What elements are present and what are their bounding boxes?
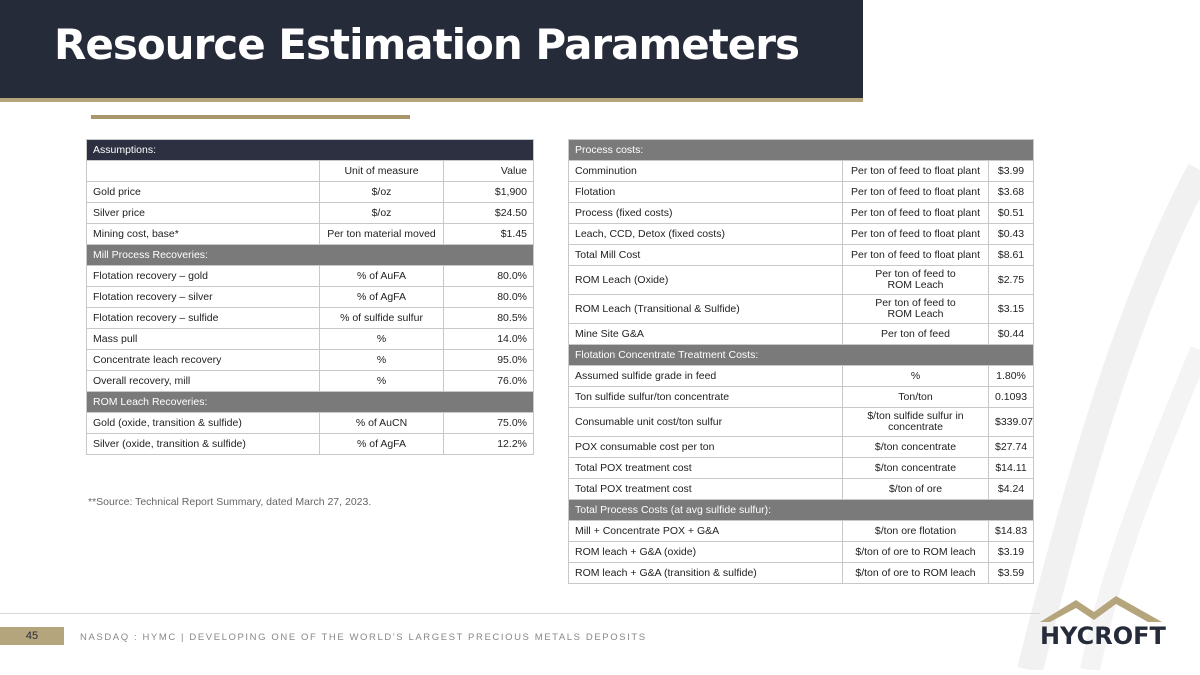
table-row: Flotation recovery – sulfide % of sulfide sulfur 80.5%	[87, 308, 534, 329]
table-row: Mass pull % 14.0%	[87, 329, 534, 350]
table-row: Gold (oxide, transition & sulfide) % of AuCN 75.0%	[87, 413, 534, 434]
table-row: Silver price $/oz $24.50	[87, 203, 534, 224]
page-number: 45	[0, 627, 64, 645]
table-row: ROM Leach (Oxide) Per ton of feed to ROM Leach $2.75	[569, 266, 1034, 295]
table-row: Flotation recovery – silver % of AgFA 80.0%	[87, 287, 534, 308]
assumptions-header: Assumptions:	[87, 140, 534, 161]
table-row: POX consumable cost per ton $/ton concentrate $27.74	[569, 437, 1034, 458]
table-row: Mine Site G&A Per ton of feed $0.44	[569, 324, 1034, 345]
table-row: ROM leach + G&A (oxide) $/ton of ore to ROM leach $3.19	[569, 542, 1034, 563]
footer-text: NASDAQ : HYMC | DEVELOPING ONE OF THE WORLD'S LARGEST PRECIOUS METALS DEPOSITS	[80, 632, 647, 643]
table-row: Total Mill Cost Per ton of feed to float plant $8.61	[569, 245, 1034, 266]
unit-column-header: Unit of measure	[320, 161, 444, 182]
table-row: Concentrate leach recovery % 95.0%	[87, 350, 534, 371]
table-row: Process (fixed costs) Per ton of feed to float plant $0.51	[569, 203, 1034, 224]
table-row: Leach, CCD, Detox (fixed costs) Per ton of feed to float plant $0.43	[569, 224, 1034, 245]
table-row: Total POX treatment cost $/ton concentrate $14.11	[569, 458, 1034, 479]
assumptions-table	[86, 139, 534, 455]
table-row: Overall recovery, mill % 76.0%	[87, 371, 534, 392]
table-row: Gold price $/oz $1,900	[87, 182, 534, 203]
table-row: Ton sulfide sulfur/ton concentrate Ton/ton 0.1093	[569, 387, 1034, 408]
total-costs-header: Total Process Costs (at avg sulfide sulfur):	[569, 500, 1034, 521]
table-row: Silver (oxide, transition & sulfide) % of AgFA 12.2%	[87, 434, 534, 455]
mill-recoveries-header: Mill Process Recoveries:	[87, 245, 534, 266]
table-row: ROM Leach (Transitional & Sulfide) Per ton of feed to ROM Leach $3.15	[569, 295, 1034, 324]
total-costs-header-row	[569, 500, 1034, 521]
table-row: Total POX treatment cost $/ton of ore $4.24	[569, 479, 1034, 500]
title-bar	[0, 0, 863, 102]
rom-recoveries-header-row	[87, 392, 534, 413]
process-costs-header-row	[569, 140, 1034, 161]
flotation-costs-header: Flotation Concentrate Treatment Costs:	[569, 345, 1034, 366]
table-row: Flotation recovery – gold % of AuFA 80.0%	[87, 266, 534, 287]
page-title: Resource Estimation Parameters	[54, 20, 799, 69]
mill-recoveries-header-row	[87, 245, 534, 266]
table-row: ROM leach + G&A (transition & sulfide) $/ton of ore to ROM leach $3.59	[569, 563, 1034, 584]
table-row: Mill + Concentrate POX + G&A $/ton ore flotation $14.83	[569, 521, 1034, 542]
table-row: Comminution Per ton of feed to float plant $3.99	[569, 161, 1034, 182]
value-column-header: Value	[444, 161, 534, 182]
source-footnote: **Source: Technical Report Summary, dated March 27, 2023.	[88, 496, 372, 508]
table-row: Mining cost, base* Per ton material moved $1.45	[87, 224, 534, 245]
column-header-row	[87, 161, 534, 182]
company-logo-text: HYCROFT	[1040, 622, 1166, 650]
process-costs-table	[568, 139, 1034, 584]
footer-divider	[0, 613, 1040, 614]
assumptions-header-row	[87, 140, 534, 161]
table-row: Consumable unit cost/ton sulfur $/ton sulfide sulfur in concentrate $339.07	[569, 408, 1034, 437]
rom-recoveries-header: ROM Leach Recoveries:	[87, 392, 534, 413]
title-accent-line	[91, 115, 410, 119]
table-row: Flotation Per ton of feed to float plant $3.68	[569, 182, 1034, 203]
table-row: Assumed sulfide grade in feed % 1.80%	[569, 366, 1034, 387]
flotation-costs-header-row	[569, 345, 1034, 366]
process-costs-header: Process costs:	[569, 140, 1034, 161]
